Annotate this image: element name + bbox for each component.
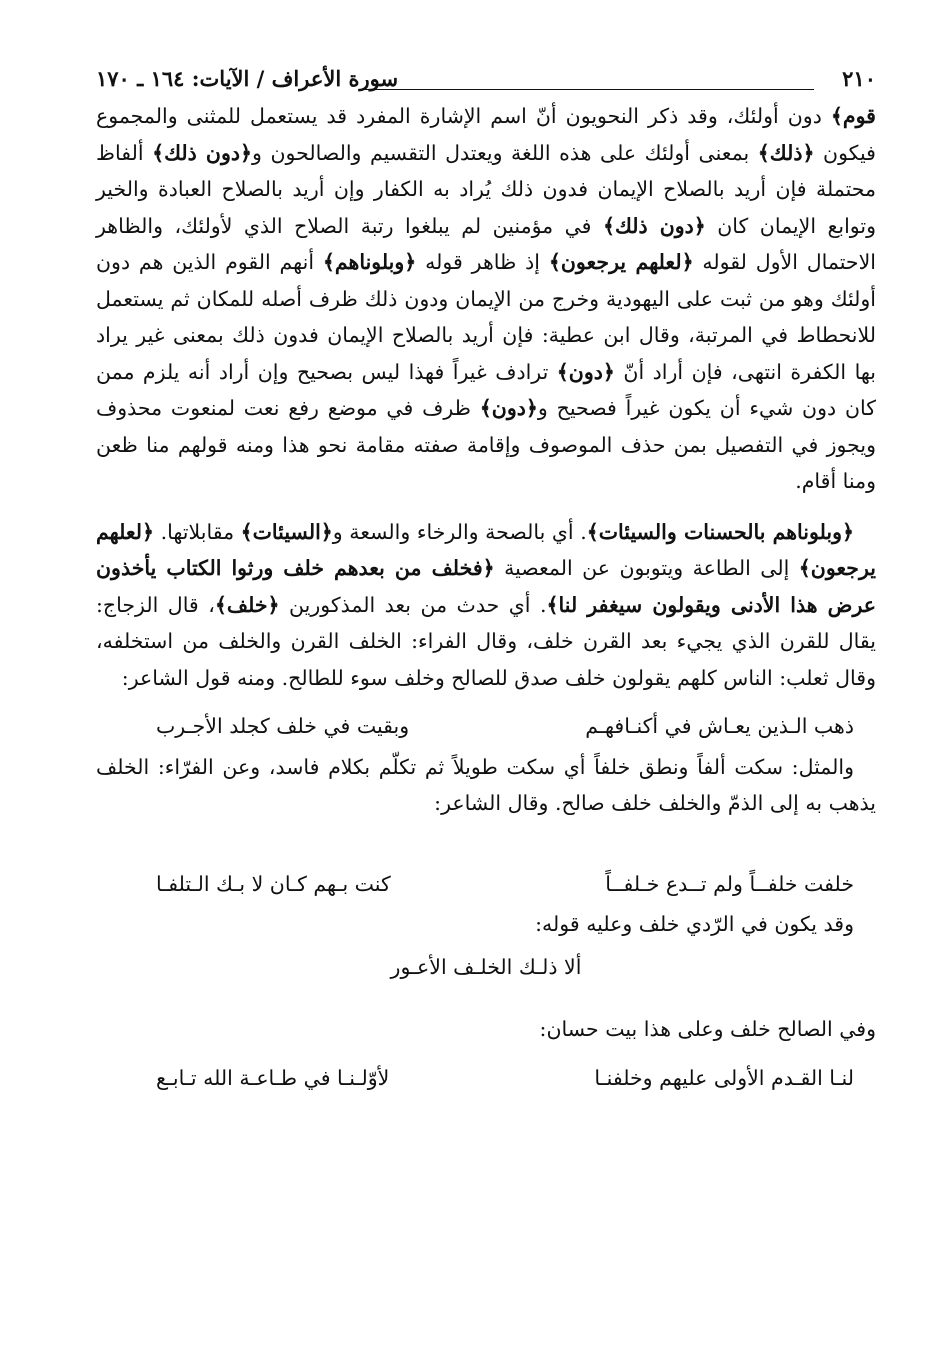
- text-run: دون أولئك، وقد ذكر النحويون أنّ اسم الإشارة المفرد قد يستعمل للمثنى والمجموع فيكون: [96, 104, 876, 165]
- verse-2-first-hemistich: خلفت خلفــاً ولم تــدع خـلفــاً: [605, 871, 854, 896]
- paragraph-5: وفي الصالح خلف وعلى هذا بيت حسان:: [539, 1017, 876, 1041]
- poem-hemistich-3: ألا ذلـك الخلـف الأعـور: [390, 954, 582, 979]
- quran-quote: ﴿السيئات﴾: [240, 519, 333, 544]
- quran-quote: ﴿فخلف من بعدهم خلف ورثوا الكتاب يأخذون عرض هذا الأدنى ويقولون سيغفر لنا﴾: [96, 556, 876, 617]
- poem-verse-1: [96, 708, 876, 745]
- verse-1-second-hemistich: وبقيت في خلف كجلد الأجـرب: [156, 714, 410, 738]
- poem-verse-4: [96, 1060, 876, 1097]
- text-run: مقابلاتها.: [154, 519, 241, 544]
- quran-quote: ﴿خلف﴾: [214, 592, 280, 617]
- text-run: . أي حدث من بعد المذكورين: [279, 592, 547, 617]
- quran-quote: ﴿دون﴾: [479, 396, 538, 420]
- quran-quote: ﴿دون ذلك﴾: [602, 213, 706, 238]
- verse-4-second-hemistich: لأوّلـنـا في طـاعـة الله تـابـع: [156, 1065, 390, 1090]
- text-run: إلى الطاعة ويتوبون عن المعصية: [494, 556, 799, 580]
- running-title: سورة الأعراف / الآيات: ١٦٤ ـ ١٧٠: [96, 66, 399, 91]
- verse-4-first-hemistich: لنـا القـدم الأولى عليهم وخلفنـا: [594, 1065, 854, 1090]
- text-run: إذ ظاهر قوله: [416, 250, 549, 274]
- text-run: أنهم القوم الذين هم دون أولئك وهو من ثبت على اليهودية وخرج من الإيمان ودون ذلك ظرف أصله للمكان ثم يستعمل للانحطاط في المرتبة، وقال ابن عطية: فإن أريد بالصلاح الإيمان فدون ذلك بمعنى غير يراد بها الكفرة انتهى، فإن أراد أنّ: [96, 250, 876, 384]
- quran-quote: ﴿وبلوناهم﴾: [322, 250, 417, 274]
- paragraph-4: وقد يكون في الرّدي خلف وعليه قوله:: [535, 912, 854, 936]
- quran-quote: ﴿لعلهم يرجعون﴾: [548, 250, 694, 274]
- page-header: [96, 58, 876, 98]
- text-run: ظرف في موضع رفع نعت لمنعوت محذوف ويجوز في التفصيل بمن حذف الموصوف وإقامة صفته مقامة نحو هذا ومنه قولهم منا ظعن ومنا أقام.: [96, 396, 876, 493]
- quran-quote: ﴿دون ذلك﴾: [152, 140, 252, 165]
- header-rule: [358, 89, 814, 90]
- text-run: ترادف غيراً فهذا ليس بصحيح وإن أراد أنه يلزم ممن كان دون شيء أن يكون غيراً فصحيح و: [96, 359, 876, 420]
- text-run: . أي بالصحة والرخاء والسعة و: [332, 519, 587, 544]
- spacer: [96, 822, 876, 854]
- book-page: [96, 58, 876, 1100]
- paragraph-1: [96, 98, 876, 500]
- text-run: في مؤمنين لم يبلغوا رتبة الصلاح الذي لأولئك، والظاهر الاحتمال الأول لقوله: [96, 213, 876, 274]
- poem-verse-2: [96, 866, 876, 903]
- page-number: ٢١٠: [842, 66, 876, 91]
- verse-2-second-hemistich: كنت بـهم كـان لا بـك الـتلفـا: [156, 871, 391, 896]
- quran-quote: ﴿وبلوناهم بالحسنات والسيئات﴾: [586, 519, 855, 544]
- text-run: ، قال الزجاج: يقال للقرن الذي يجيء بعد القرن خلف، وقال الفراء: الخلف القرن والخلف من استخلفه، وقال ثعلب: الناس كلهم يقولون خلف صدق للصالح وخلف سوء للطالح. ومنه قول الشاعر:: [96, 592, 876, 690]
- verse-1-first-hemistich: ذهب الـذين يعـاش في أكنـافهـم: [585, 714, 854, 738]
- paragraph-3: والمثل: سكت ألفاً ونطق خلفاً أي سكت طويلاً ثم تكلّم بكلام فاسد، وعن الفرّاء: الخلف يذهب به إلى الذمّ والخلف خلف صالح. وقال الشاعر:: [96, 754, 876, 815]
- quran-quote: ﴿لعلهم يرجعون﴾: [96, 519, 877, 580]
- text-run: ألفاظ محتملة فإن أريد بالصلاح الإيمان فدون ذلك يُراد به الكفار وإن أريد بالصلاح العبادة والخير وتوابع الإيمان كان: [96, 140, 876, 238]
- text-run: بمعنى أولئك على هذه اللغة ويعتدل التقسيم والصالحون و: [252, 140, 758, 165]
- quran-quote: ﴿ذلك﴾: [757, 140, 815, 165]
- quran-quote: قوم﴾: [830, 104, 876, 128]
- paragraph-2: [96, 514, 876, 697]
- quran-quote: ﴿دون﴾: [556, 359, 615, 384]
